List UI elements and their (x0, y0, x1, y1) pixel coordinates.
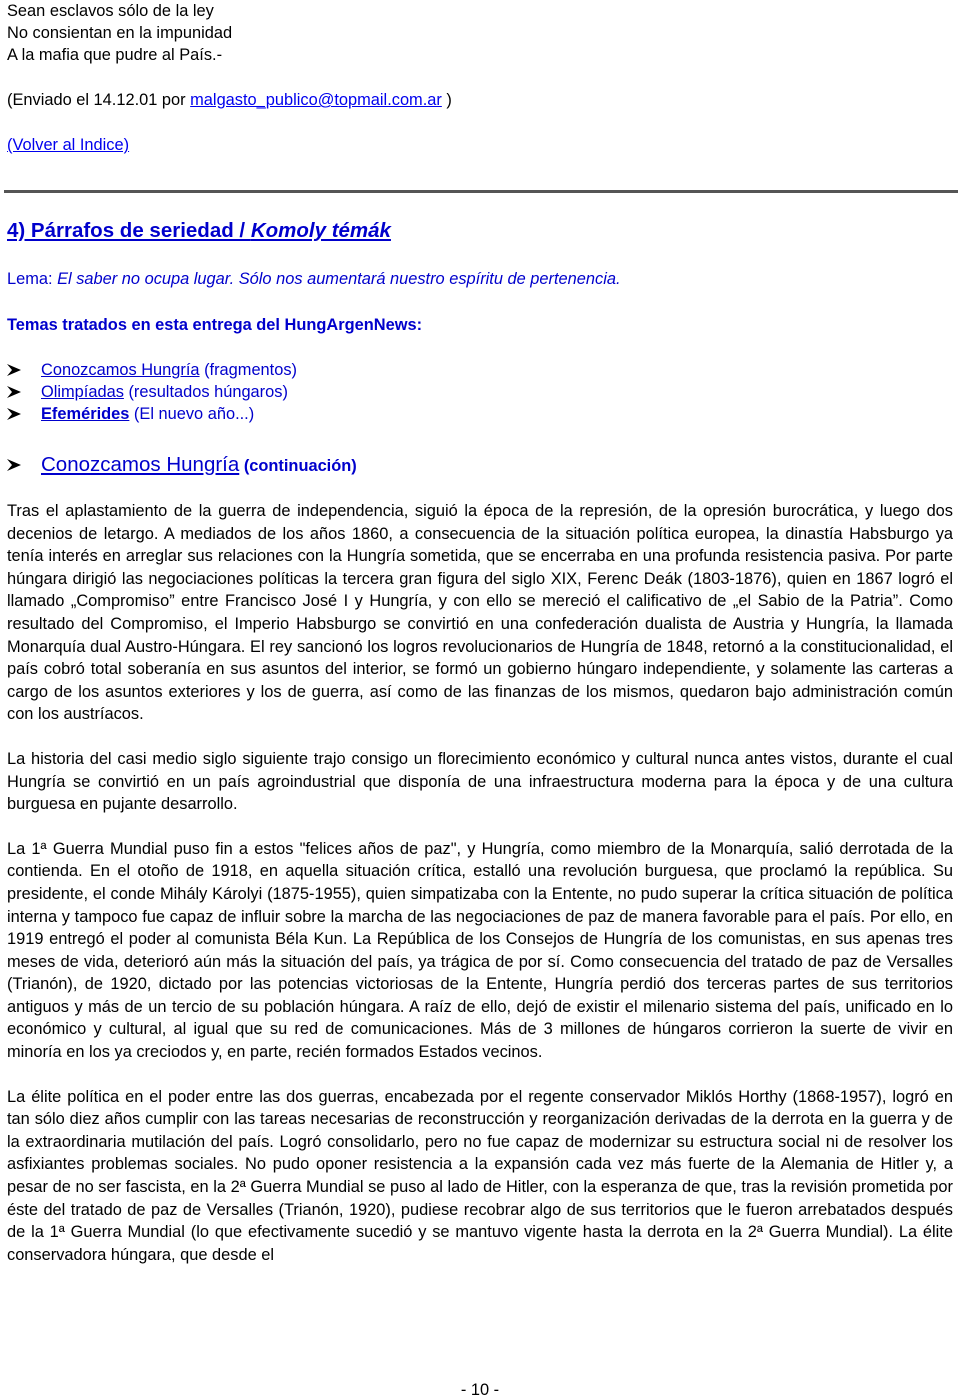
topic-link-conozcamos[interactable]: Conozcamos Hungría (41, 361, 200, 379)
paragraph: Tras el aplastamiento de la guerra de independencia, siguió la época de la represión, de la opresión burocrática, y luego dos decenios de letargo. A mediados de los años 1860, a consecuencia de la situación política europea, la dinastía Habsburgo ya tenía interés en arreglar sus relaciones con la Hungría sometida, que se encerraba en una profunda resistencia pasiva. Por parte húngara dirigió las negociaciones políticas la tercera gran figura del siglo XIX, Ferenc Deák (1803-1876), quien en 1867 logró el llamado „Compromiso” entre Francisco José I y Hungría, y con ello se mereció el calificativo de „el Sabio de la Patria”. Como resultado del Compromiso, el Imperio Habsburgo se convirtió en una confederación dualista de Austria y Hungría, la llamada Monarquía dual Austro-Húngara. El rey sancionó los logros revolucionarios de Hungría de 1848, retornó a la constitucionalidad, el país cobró total soberanía en sus asuntos del interior, se formó un gobierno húngaro independiente, y solamente las carteras a cargo de los asuntos exteriores y los de guerra, así como de las finanzas de los mismos, quedaron bajo administración común con los austríacos. (7, 502, 953, 724)
motto (7, 268, 621, 290)
motto-prefix: Lema: (7, 270, 58, 288)
page-number: - 10 - (460, 1381, 500, 1399)
motto-text: El saber no ocupa lugar. Sólo nos aumentará nuestro espíritu de pertenencia. (57, 270, 621, 288)
article-body (7, 500, 953, 1288)
arrowhead-bullet-icon (7, 364, 21, 376)
email-link[interactable]: malgasto_publico@topmail.com.ar (190, 91, 442, 109)
topic-note: (fragmentos) (199, 361, 297, 379)
horizontal-rule (4, 190, 958, 193)
poem-line: Sean esclavos sólo de la ley (7, 2, 214, 20)
paragraph: La élite política en el poder entre las dos guerras, encabezada por el regente conservador Miklós Horthy (1868-1957), logró en tan sólo diez años cumplir con las tareas necesarias de reconstrucción y reorganización derivadas de la derrota en la guerra y de la extraordinaria mutilación del país. Logró consolidarlo, pero no fue capaz de modernizar su estructura social ni de resolver los asfixiantes problemas sociales. No pudo oponer resistencia a la expansión cada vez más fuerte de la Alemania de Hitler y, a pesar de no ser fascista, en la 2ª Guerra Mundial se puso al lado de Hitler, con la esperanza de que, tras la revisión prometida por éste del tratado de paz de Versalles (Trianón, 1920), pudiese recobrar algo de sus territorios que le fueron arrebatados después de la 1ª Guerra Mundial (lo que efectivamente sucedió y se mantuvo vigente hasta la derrota en la 2ª Guerra Mundial). La élite conservadora húngara, que desde el (7, 1087, 953, 1264)
topic-link-efemerides[interactable]: Efemérides (41, 405, 130, 423)
list-item (7, 381, 297, 403)
paragraph: La 1ª Guerra Mundial puso fin a estos "felices años de paz", y Hungría, como miembro de la Monarquía, salió derrotada de la contienda. En el otoño de 1918, en aquella situación crítica, estalló una revolución burguesa, que proclamó la república. Su presidente, el conde Mihály Károlyi (1875-1955), quien simpatizaba con la Entente, no pudo superar la crítica situación de política interna y tampoco fue capaz de influir sobre la marcha de las negociaciones de paz de manera favorable para el país. Por ello, en 1919 entregó el poder al comunista Béla Kun. La República de los Consejos de Hungría de los comunistas, en sus apenas tres meses de vida, deterioró aún más la situación del país, ya trágica de por sí. Como consecuencia del tratado de paz de Versalles (Trianón), de 1920, dictado por las potencias victoriosas de la Entente, Hungría perdió dos terceras partes de sus territorios antiguos y más de un tercio de su población húngara. A raíz de ello, dejó de existir el milenario sistema del país, unificado en lo económico y cultural, al igual que su red de comunicaciones. Más de 3 millones de húngaros corrieron la suerte de vivir en minoría en los ya creciodos y, en parte, recién formados Estados vecinos. (7, 839, 953, 1062)
paragraph: La historia del casi medio siglo siguiente trajo consigo un florecimiento económico y cultural nunca antes vistos, durante el cual Hungría se convirtió en un país agroindustrial que disponía de una infraestructura moderna para la época y de una cultura burguesa en pujante desarrollo. (7, 749, 953, 814)
topic-note: (El nuevo año...) (129, 405, 255, 423)
list-item (7, 359, 297, 381)
sent-suffix: ) (441, 91, 452, 109)
arrowhead-bullet-icon (7, 386, 21, 398)
poem-line: No consientan en la impunidad (7, 24, 233, 42)
list-item (7, 403, 297, 425)
sent-prefix: (Enviado el 14.12.01 por (7, 91, 191, 109)
back-to-index (7, 134, 129, 156)
article-heading (7, 452, 357, 478)
topics-heading: Temas tratados en esta entrega del HungArgenNews: (7, 316, 423, 334)
topic-note: (resultados húngaros) (123, 383, 288, 401)
section-title-main: 4) Párrafos de seriedad / (7, 219, 251, 242)
section-title (7, 218, 391, 244)
arrowhead-bullet-icon (7, 408, 21, 420)
section-title-hungarian: Komoly témák (250, 219, 391, 242)
epigraph-poem (7, 0, 232, 66)
back-to-index-link[interactable]: (Volver al Indice) (7, 136, 130, 154)
topics-list (7, 359, 297, 425)
article-title: Conozcamos Hungría (41, 453, 240, 476)
topic-link-olimpiadas[interactable]: Olimpíadas (41, 383, 124, 401)
arrowhead-bullet-icon (7, 459, 21, 471)
poem-line: A la mafia que pudre al País.- (7, 46, 223, 64)
article-subtitle: (continuación) (239, 457, 357, 475)
sent-by-line (7, 89, 452, 111)
